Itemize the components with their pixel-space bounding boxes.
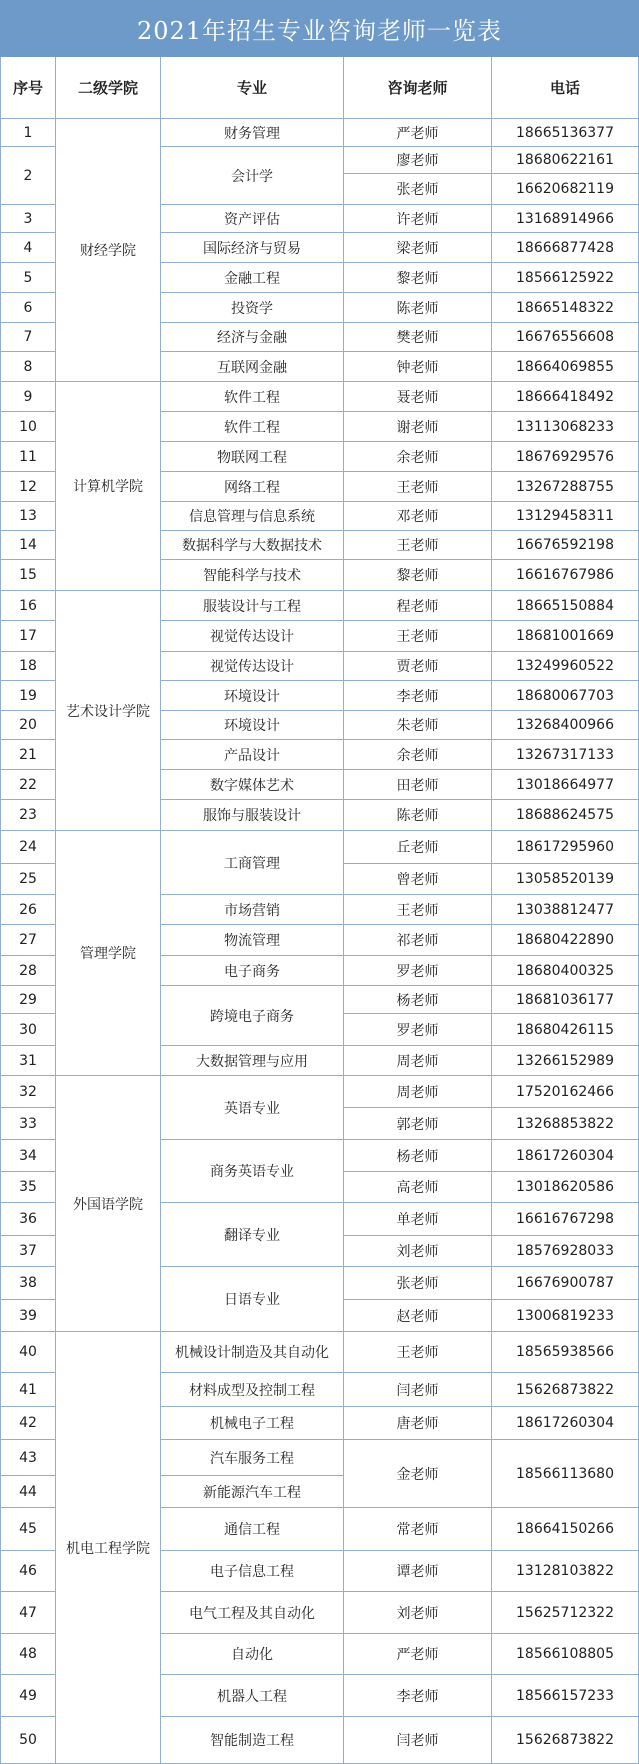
serial-no-cell: 10: [0, 412, 55, 442]
major-cell: 信息管理与信息系统: [160, 502, 343, 531]
teacher-cell: 程老师: [343, 591, 491, 621]
major-cell: 通信工程: [160, 1508, 343, 1551]
serial-no-cell: 7: [0, 323, 55, 352]
teacher-cell: 陈老师: [343, 293, 491, 323]
major-cell: 智能制造工程: [160, 1717, 343, 1764]
serial-no-cell: 24: [0, 831, 55, 864]
serial-no-cell: 1: [0, 119, 55, 147]
major-cell: 投资学: [160, 293, 343, 323]
phone-cell: 13268853822: [491, 1108, 639, 1140]
serial-no-cell: 32: [0, 1076, 55, 1108]
serial-no-cell: 9: [0, 382, 55, 412]
major-cell: 英语专业: [160, 1076, 343, 1140]
teacher-cell: 常老师: [343, 1508, 491, 1551]
phone-cell: 13268400966: [491, 711, 639, 740]
phone-cell: 13006819233: [491, 1300, 639, 1332]
phone-cell: 18666877428: [491, 233, 639, 263]
serial-no-cell: 50: [0, 1717, 55, 1764]
teacher-cell: 黎老师: [343, 263, 491, 293]
phone-cell: 16620682119: [491, 174, 639, 205]
serial-no-cell: 20: [0, 711, 55, 740]
major-cell: 服装设计与工程: [160, 591, 343, 621]
phone-cell: 18681001669: [491, 621, 639, 652]
teacher-cell: 黎老师: [343, 560, 491, 591]
serial-no-cell: 15: [0, 560, 55, 591]
major-cell: 资产评估: [160, 205, 343, 233]
college-cell: 计算机学院: [55, 382, 160, 591]
phone-cell: 13129458311: [491, 502, 639, 531]
phone-cell: 13267317133: [491, 740, 639, 770]
phone-cell: 18664069855: [491, 352, 639, 382]
teacher-cell: 刘老师: [343, 1592, 491, 1634]
serial-no-cell: 27: [0, 925, 55, 956]
teacher-cell: 杨老师: [343, 1140, 491, 1172]
major-cell: 机械设计制造及其自动化: [160, 1332, 343, 1373]
phone-cell: 13128103822: [491, 1551, 639, 1592]
major-cell: 电气工程及其自动化: [160, 1592, 343, 1634]
major-cell: 自动化: [160, 1634, 343, 1675]
serial-no-cell: 5: [0, 263, 55, 293]
phone-cell: 16616767298: [491, 1203, 639, 1236]
phone-cell: 18676929576: [491, 442, 639, 472]
phone-cell: 15626873822: [491, 1717, 639, 1764]
header-major: 专业: [160, 57, 343, 119]
serial-no-cell: 17: [0, 621, 55, 652]
major-cell: 翻译专业: [160, 1203, 343, 1267]
teacher-cell: 严老师: [343, 119, 491, 147]
major-cell: 经济与金融: [160, 323, 343, 352]
teacher-cell: 周老师: [343, 1046, 491, 1076]
phone-cell: 18680400325: [491, 956, 639, 986]
major-cell: 数字媒体艺术: [160, 770, 343, 800]
teacher-cell: 张老师: [343, 174, 491, 205]
serial-no-cell: 31: [0, 1046, 55, 1076]
teacher-cell: 邓老师: [343, 502, 491, 531]
serial-no-cell: 29: [0, 986, 55, 1014]
major-cell: 汽车服务工程: [160, 1440, 343, 1476]
phone-cell: 16616767986: [491, 560, 639, 591]
header-college: 二级学院: [55, 57, 160, 119]
teacher-cell: 金老师: [343, 1440, 491, 1508]
major-cell: 日语专业: [160, 1267, 343, 1332]
teacher-cell: 陈老师: [343, 800, 491, 831]
serial-no-cell: 48: [0, 1634, 55, 1675]
teacher-cell: 罗老师: [343, 956, 491, 986]
serial-no-cell: 25: [0, 864, 55, 895]
teacher-cell: 李老师: [343, 1675, 491, 1717]
phone-cell: 18680067703: [491, 681, 639, 711]
serial-no-cell: 19: [0, 681, 55, 711]
phone-cell: 18680622161: [491, 147, 639, 174]
phone-cell: 15625712322: [491, 1592, 639, 1634]
major-cell: 电子商务: [160, 956, 343, 986]
phone-cell: 18665150884: [491, 591, 639, 621]
phone-cell: 18688624575: [491, 800, 639, 831]
phone-cell: 16676556608: [491, 323, 639, 352]
teacher-cell: 李老师: [343, 681, 491, 711]
phone-cell: 13266152989: [491, 1046, 639, 1076]
serial-no-cell: 8: [0, 352, 55, 382]
serial-no-cell: 30: [0, 1014, 55, 1046]
phone-cell: 18680426115: [491, 1014, 639, 1046]
phone-cell: 18664150266: [491, 1508, 639, 1551]
major-cell: 新能源汽车工程: [160, 1476, 343, 1508]
phone-cell: 18617295960: [491, 831, 639, 864]
table-title: 2021年招生专业咨询老师一览表: [0, 0, 639, 57]
teacher-cell: 周老师: [343, 1076, 491, 1108]
teacher-cell: 唐老师: [343, 1407, 491, 1440]
teacher-cell: 曾老师: [343, 864, 491, 895]
teacher-cell: 田老师: [343, 770, 491, 800]
phone-cell: 13113068233: [491, 412, 639, 442]
serial-no-cell: 23: [0, 800, 55, 831]
teacher-cell: 余老师: [343, 740, 491, 770]
major-cell: 服饰与服装设计: [160, 800, 343, 831]
teacher-cell: 廖老师: [343, 147, 491, 174]
college-cell: 机电工程学院: [55, 1332, 160, 1764]
teacher-cell: 闫老师: [343, 1717, 491, 1764]
serial-no-cell: 43: [0, 1440, 55, 1476]
major-cell: 产品设计: [160, 740, 343, 770]
phone-cell: 18665148322: [491, 293, 639, 323]
teacher-cell: 郭老师: [343, 1108, 491, 1140]
major-cell: 机械电子工程: [160, 1407, 343, 1440]
serial-no-cell: 11: [0, 442, 55, 472]
major-cell: 环境设计: [160, 711, 343, 740]
teacher-cell: 许老师: [343, 205, 491, 233]
teacher-cell: 闫老师: [343, 1373, 491, 1407]
major-cell: 商务英语专业: [160, 1140, 343, 1203]
teacher-cell: 罗老师: [343, 1014, 491, 1046]
serial-no-cell: 4: [0, 233, 55, 263]
phone-cell: 18576928033: [491, 1236, 639, 1267]
major-cell: 市场营销: [160, 895, 343, 925]
teacher-cell: 王老师: [343, 621, 491, 652]
serial-no-cell: 16: [0, 591, 55, 621]
teacher-cell: 丘老师: [343, 831, 491, 864]
major-cell: 国际经济与贸易: [160, 233, 343, 263]
major-cell: 工商管理: [160, 831, 343, 895]
phone-cell: 16676900787: [491, 1267, 639, 1300]
major-cell: 机器人工程: [160, 1675, 343, 1717]
phone-cell: 13058520139: [491, 864, 639, 895]
teacher-cell: 贾老师: [343, 652, 491, 681]
serial-no-cell: 3: [0, 205, 55, 233]
serial-no-cell: 41: [0, 1373, 55, 1407]
serial-no-cell: 21: [0, 740, 55, 770]
phone-cell: 13168914966: [491, 205, 639, 233]
teacher-cell: 赵老师: [343, 1300, 491, 1332]
phone-cell: 13038812477: [491, 895, 639, 925]
header-phone: 电话: [491, 57, 639, 119]
serial-no-cell: 22: [0, 770, 55, 800]
serial-no-cell: 28: [0, 956, 55, 986]
major-cell: 视觉传达设计: [160, 621, 343, 652]
major-cell: 大数据管理与应用: [160, 1046, 343, 1076]
phone-cell: 13018664977: [491, 770, 639, 800]
serial-no-cell: 40: [0, 1332, 55, 1373]
serial-no-cell: 47: [0, 1592, 55, 1634]
teacher-cell: 樊老师: [343, 323, 491, 352]
serial-no-cell: 6: [0, 293, 55, 323]
phone-cell: 16676592198: [491, 531, 639, 560]
serial-no-cell: 45: [0, 1508, 55, 1551]
teacher-cell: 梁老师: [343, 233, 491, 263]
teacher-cell: 朱老师: [343, 711, 491, 740]
major-cell: 金融工程: [160, 263, 343, 293]
major-cell: 环境设计: [160, 681, 343, 711]
phone-cell: 18566113680: [491, 1440, 639, 1508]
serial-no-cell: 13: [0, 502, 55, 531]
phone-cell: 18681036177: [491, 986, 639, 1014]
college-cell: 财经学院: [55, 119, 160, 382]
header-teacher: 咨询老师: [343, 57, 491, 119]
major-cell: 跨境电子商务: [160, 986, 343, 1046]
teacher-cell: 王老师: [343, 531, 491, 560]
serial-no-cell: 44: [0, 1476, 55, 1508]
major-cell: 电子信息工程: [160, 1551, 343, 1592]
teacher-cell: 钟老师: [343, 352, 491, 382]
teacher-cell: 余老师: [343, 442, 491, 472]
major-cell: 数据科学与大数据技术: [160, 531, 343, 560]
teacher-cell: 高老师: [343, 1172, 491, 1203]
phone-cell: 18566108805: [491, 1634, 639, 1675]
college-cell: 外国语学院: [55, 1076, 160, 1332]
college-cell: 管理学院: [55, 831, 160, 1076]
major-cell: 物联网工程: [160, 442, 343, 472]
phone-cell: 18566157233: [491, 1675, 639, 1717]
major-cell: 视觉传达设计: [160, 652, 343, 681]
phone-cell: 18617260304: [491, 1407, 639, 1440]
serial-no-cell: 39: [0, 1300, 55, 1332]
major-cell: 材料成型及控制工程: [160, 1373, 343, 1407]
serial-no-cell: 2: [0, 147, 55, 205]
serial-no-cell: 46: [0, 1551, 55, 1592]
phone-cell: 13018620586: [491, 1172, 639, 1203]
major-cell: 物流管理: [160, 925, 343, 956]
phone-cell: 18680422890: [491, 925, 639, 956]
teacher-cell: 王老师: [343, 472, 491, 502]
major-cell: 网络工程: [160, 472, 343, 502]
major-cell: 软件工程: [160, 382, 343, 412]
phone-cell: 18666418492: [491, 382, 639, 412]
serial-no-cell: 12: [0, 472, 55, 502]
teacher-cell: 祁老师: [343, 925, 491, 956]
teacher-cell: 王老师: [343, 1332, 491, 1373]
serial-no-cell: 36: [0, 1203, 55, 1236]
teacher-cell: 谭老师: [343, 1551, 491, 1592]
teacher-cell: 谢老师: [343, 412, 491, 442]
serial-no-cell: 38: [0, 1267, 55, 1300]
serial-no-cell: 34: [0, 1140, 55, 1172]
serial-no-cell: 18: [0, 652, 55, 681]
phone-cell: 18665136377: [491, 119, 639, 147]
phone-cell: 17520162466: [491, 1076, 639, 1108]
serial-no-cell: 42: [0, 1407, 55, 1440]
college-cell: 艺术设计学院: [55, 591, 160, 831]
serial-no-cell: 49: [0, 1675, 55, 1717]
teacher-cell: 聂老师: [343, 382, 491, 412]
teacher-cell: 严老师: [343, 1634, 491, 1675]
teacher-cell: 刘老师: [343, 1236, 491, 1267]
phone-cell: 18617260304: [491, 1140, 639, 1172]
serial-no-cell: 37: [0, 1236, 55, 1267]
teacher-cell: 王老师: [343, 895, 491, 925]
phone-cell: 18565938566: [491, 1332, 639, 1373]
serial-no-cell: 14: [0, 531, 55, 560]
teacher-cell: 单老师: [343, 1203, 491, 1236]
phone-cell: 18566125922: [491, 263, 639, 293]
header-serial-no: 序号: [0, 57, 55, 119]
major-cell: 智能科学与技术: [160, 560, 343, 591]
major-cell: 会计学: [160, 147, 343, 205]
teacher-cell: 张老师: [343, 1267, 491, 1300]
teacher-cell: 杨老师: [343, 986, 491, 1014]
major-cell: 互联网金融: [160, 352, 343, 382]
major-cell: 软件工程: [160, 412, 343, 442]
serial-no-cell: 33: [0, 1108, 55, 1140]
major-cell: 财务管理: [160, 119, 343, 147]
phone-cell: 13267288755: [491, 472, 639, 502]
serial-no-cell: 35: [0, 1172, 55, 1203]
phone-cell: 15626873822: [491, 1373, 639, 1407]
phone-cell: 13249960522: [491, 652, 639, 681]
serial-no-cell: 26: [0, 895, 55, 925]
